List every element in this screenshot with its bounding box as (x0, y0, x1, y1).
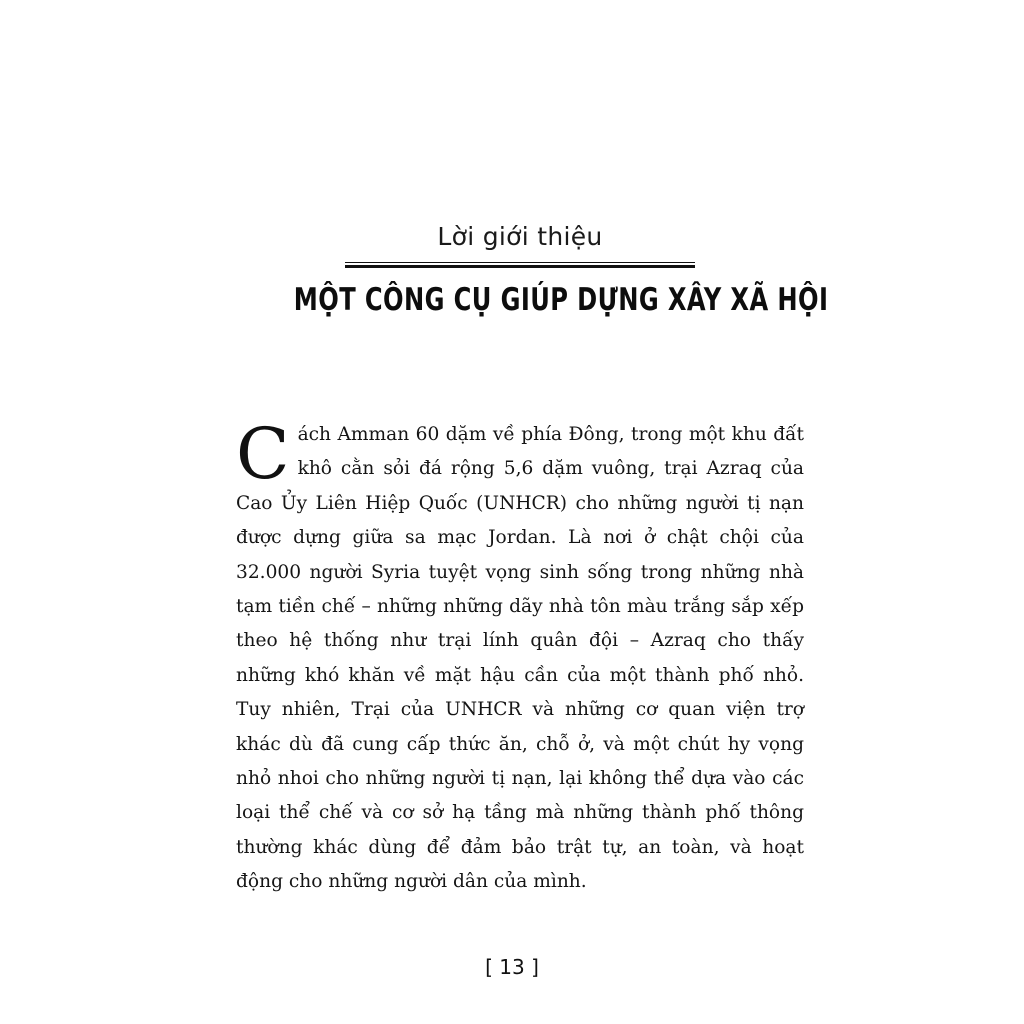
drop-cap: C (236, 413, 290, 495)
section-label: Lời giới thiệu (437, 222, 603, 251)
divider-thin-line (345, 262, 695, 263)
chapter-title: MỘT CÔNG CỤ GIÚP DỰNG XÂY XÃ HỘI (293, 282, 829, 318)
page-number: [ 13 ] (485, 955, 539, 979)
divider-thick-line (345, 265, 695, 268)
paragraph-text: ách Amman 60 dặm về phía Đông, trong một khu đất khô cằn sỏi đá rộng 5,6 dặm vuông, trại Azraq của Cao Ủy Liên Hiệp Quốc (UNHCR) cho những người tị nạn được dựng giữa sa mạc Jordan. Là nơi ở chật chội của 32.000 người Syria tuyệt vọng sinh sống trong những nhà tạm tiền chế – những những dãy nhà tôn màu trắng sắp xếp theo hệ thống như trại lính quân đội – Azraq cho thấy những khó khăn về mặt hậu cần của một thành phố nhỏ. Tuy nhiên, Trại của UNHCR và những cơ quan viện trợ khác dù đã cung cấp thức ăn, chỗ ở, và một chút hy vọng nhỏ nhoi cho những người tị nạn, lại không thể dựa vào các loại thể chế và cơ sở hạ tầng mà những thành phố thông thường khác dùng để đảm bảo trật tự, an toàn, và hoạt động cho những người dân của mình. (236, 424, 804, 893)
title-divider (345, 262, 695, 269)
body-paragraph (236, 413, 804, 900)
